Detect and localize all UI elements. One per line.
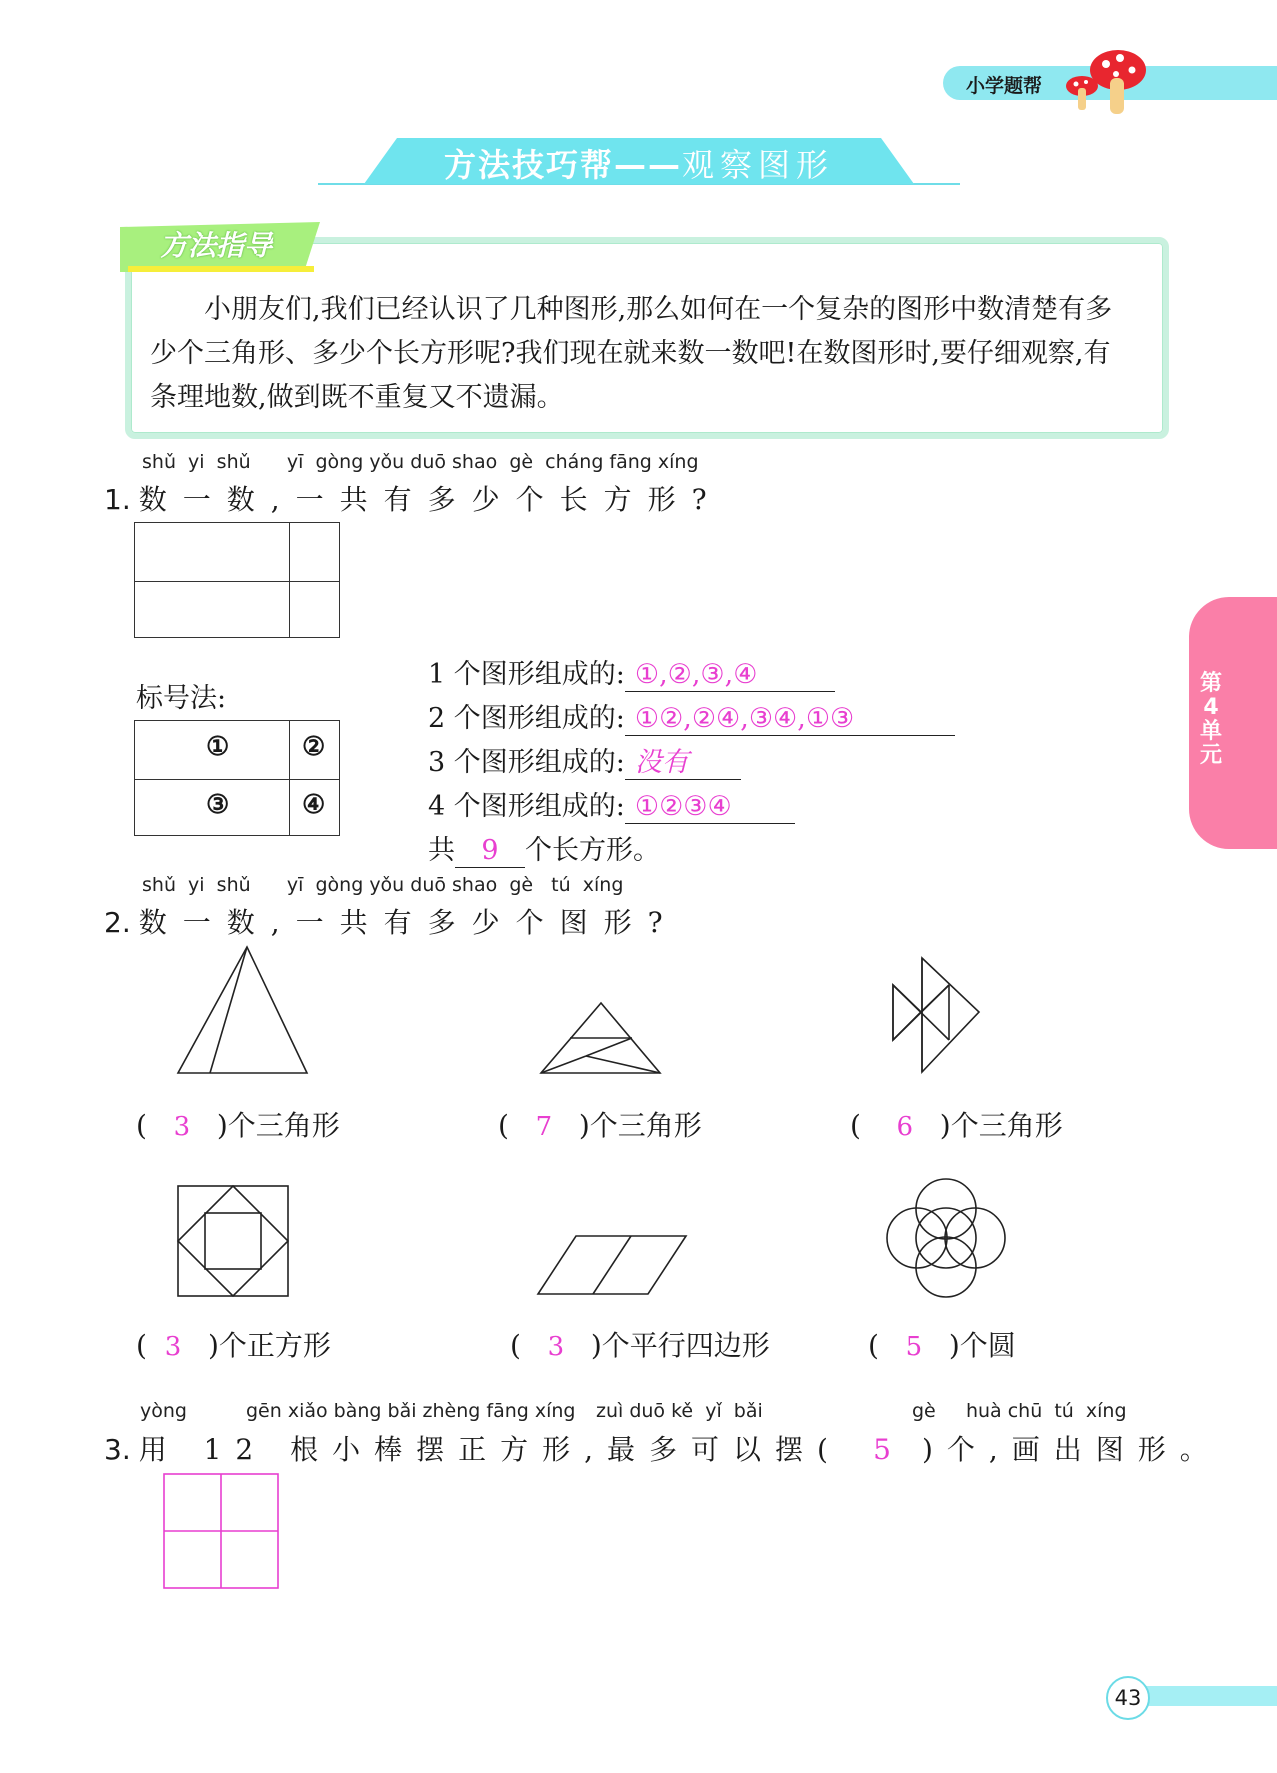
q1-question: 数一数,一共有多少个长方形? [138,483,723,516]
q3-number: 3. [104,1433,131,1466]
caption-suffix: )个圆 [948,1329,1016,1362]
q2-caption-1: ( 3 )个三角形 [136,1109,340,1142]
q1-labeled-figure [134,720,340,836]
brand-label: 小学题帮 [966,75,1043,97]
q1-answer-row [428,784,795,824]
q2-caption-6: ( 5 )个圆 [868,1329,1016,1362]
q3-pinyin-a: yòng [140,1400,187,1422]
caption-answer: 5 [905,1332,923,1362]
method-guide-text: 小朋友们,我们已经认识了几种图形,那么如何在一个复杂的图形中数清楚有多少个三角形、多少个长方形呢?我们现在就来数一数吧!在数图形时,要仔细观察,有条理地数,做到既不重复又不遗漏。 [150,294,1113,413]
answer-row-answer: 没有 [625,747,741,780]
caption-suffix: )个三角形 [578,1109,702,1142]
caption-answer: 6 [896,1112,914,1142]
q2-caption-5: ( 3 )个平行四边形 [510,1329,770,1362]
answer-row-prefix: 3 个图形组成的: [428,747,625,778]
figure-cell [134,581,290,639]
q3-question-a: 用 12 根小棒摆正方形,最多可以摆( [138,1433,842,1466]
answer-row-prefix: 4 个图形组成的: [428,791,625,822]
q2-question: 数一数,一共有多少个图形? [138,906,679,939]
q2-pinyin: shǔ yi shǔ yī gòng yǒu duō shao gè tú xíng [142,874,624,896]
unit-label: 第4单元 [1199,671,1222,768]
answer-row-answer: ①,②,③,④ [625,659,835,692]
triangle-figure-1 [170,940,320,1080]
q1-answer-row [428,740,741,780]
triangle-figure-2 [536,998,664,1078]
q3-pinyin-d: gè huà chū tú xíng [912,1400,1127,1422]
q3-pinyin-c: zuì duō kě yǐ bǎi [596,1400,763,1422]
caption-answer: 3 [173,1112,191,1142]
method-guide-stripe [128,266,314,272]
q2-caption-4: ( 3 )个正方形 [136,1329,331,1362]
q3-pinyin-b: gēn xiǎo bàng bǎi zhèng fāng xíng [246,1400,576,1422]
title-main: 方法技巧帮 [443,146,614,184]
method-guide-label: 方法指导 [160,229,273,262]
cell-label-1: ① [206,732,230,762]
q1-total-row [428,828,660,868]
mushroom-icon [1060,44,1150,116]
q2-number: 2. [104,906,131,939]
figure-cell [134,522,290,582]
answer-row-answer: ①②,②④,③④,①③ [625,703,955,736]
caption-suffix: )个平行四边形 [590,1329,770,1362]
cell-label-3: ③ [206,790,230,820]
q2-caption-3: ( 6 )个三角形 [850,1109,1063,1142]
total-suffix: 个长方形。 [525,835,660,866]
total-prefix: 共 [428,835,455,866]
q3-question-b: )个,画出图形。 [921,1433,1222,1466]
q2-caption-2: ( 7 )个三角形 [498,1109,702,1142]
page-number-bar [1140,1686,1277,1706]
caption-suffix: )个三角形 [216,1109,340,1142]
parallelogram-figure [534,1232,690,1298]
q1-answer-row [428,652,835,692]
cell-label-2: ② [302,732,326,762]
q1-rectangle-figure [134,522,340,638]
q1-number: 1. [104,483,131,516]
total-answer: 9 [455,835,525,868]
caption-answer: 7 [535,1112,553,1142]
figure-cell [289,581,341,639]
answer-row-prefix: 1 个图形组成的: [428,659,625,690]
page-number: 43 [1106,1676,1150,1720]
page-title [364,140,914,186]
circles-figure [884,1176,1008,1300]
q3-text [104,1428,1222,1468]
triangle-figure-3 [886,950,996,1080]
q2-text [104,901,679,941]
title-sub: 观察图形 [682,146,835,184]
q1-text [104,478,723,518]
q3-drawn-squares [162,1472,282,1592]
q1-answer-row [428,696,955,736]
caption-suffix: )个正方形 [207,1329,331,1362]
q3-answer: 5 [873,1433,891,1466]
caption-answer: 3 [164,1332,182,1362]
title-dash: —— [614,146,682,184]
caption-suffix: )个三角形 [939,1109,1063,1142]
answer-row-answer: ①②③④ [625,791,795,824]
figure-cell [289,522,341,582]
square-figure [174,1182,292,1300]
answer-row-prefix: 2 个图形组成的: [428,703,625,734]
caption-answer: 3 [547,1332,565,1362]
cell-label-4: ④ [302,790,326,820]
q1-pinyin: shǔ yi shǔ yī gòng yǒu duō shao gè cháng fāng xíng [142,451,699,473]
labeling-method-label: 标号法: [136,683,227,714]
